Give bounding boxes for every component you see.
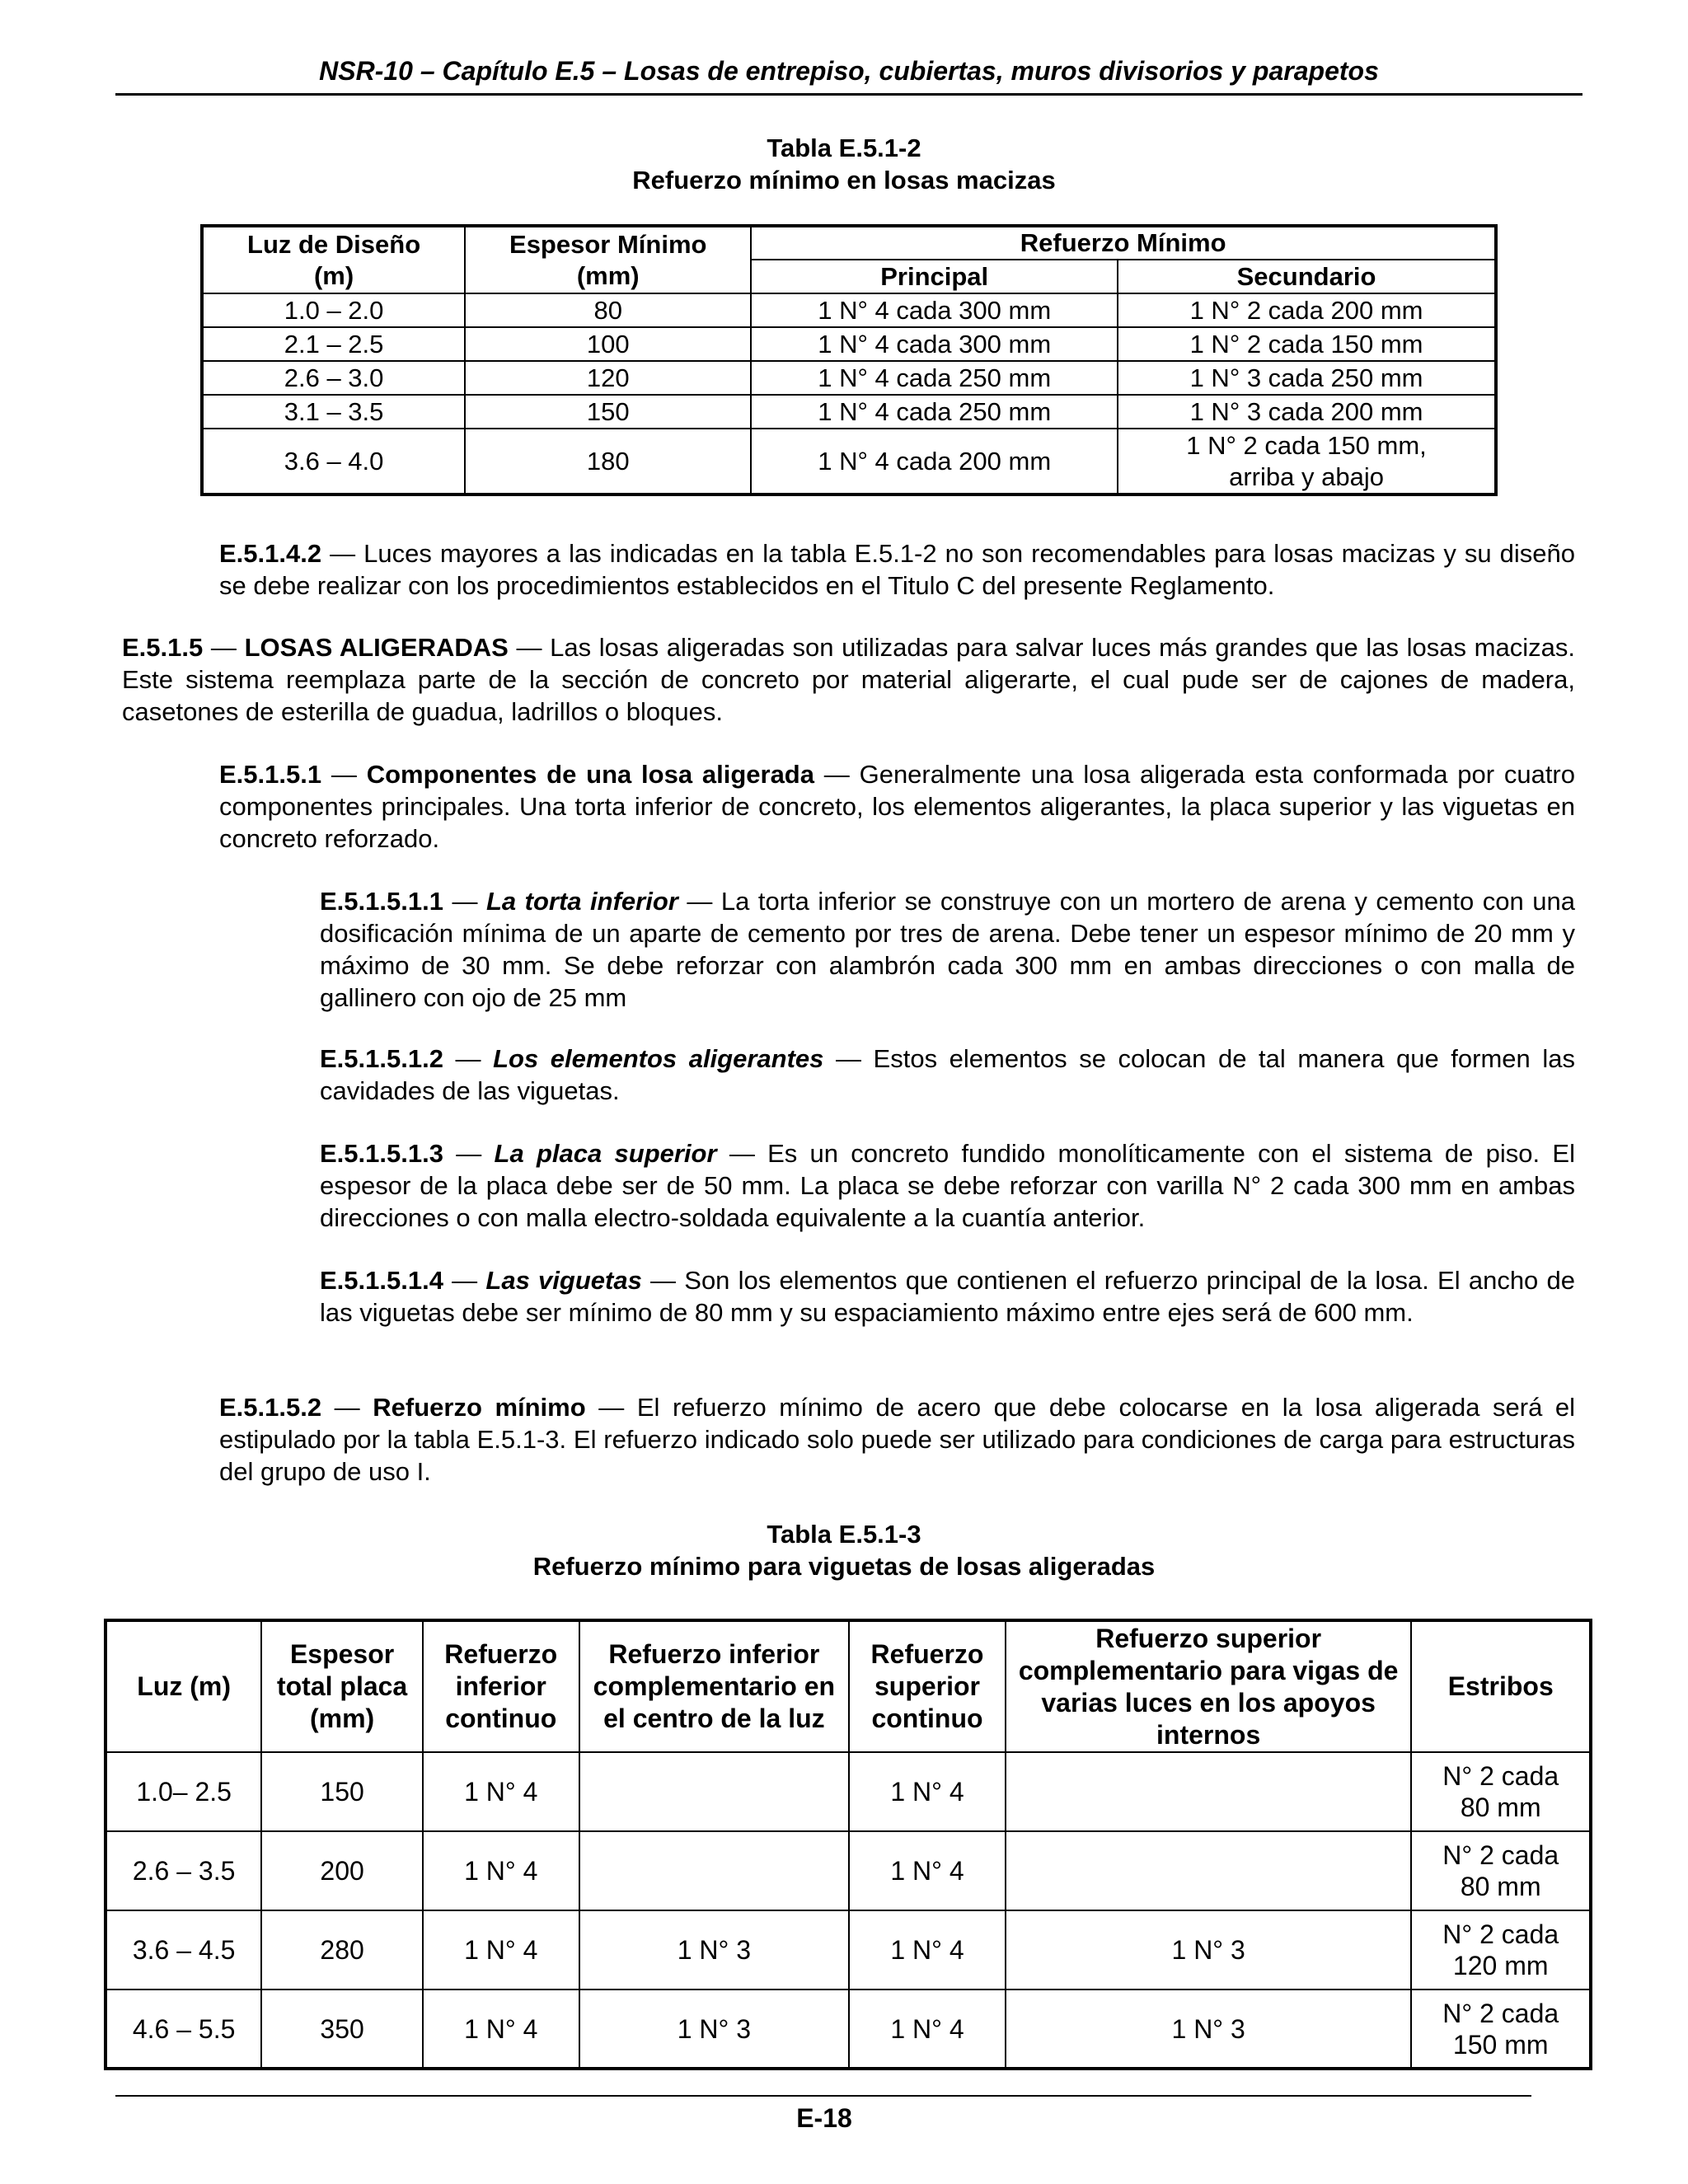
table-viguetas [104, 1619, 1592, 2070]
table2-cell: 3.1 – 3.5 [202, 395, 465, 429]
paragraph-e515: E.5.1.5 — LOSAS ALIGERADAS — Las losas aligeradas son utilizadas para salvar luces más grandes que las losas macizas. Este sistema reemplaza parte de la sección de concreto por material aligerarte, el cual pude ser de cajones de madera, casetones de esterilla de guadua, ladrillos o bloques. [122, 633, 1575, 726]
paragraph-e51511: E.5.1.5.1.1 — La torta inferior — La torta inferior se construye con un mortero de arena y cemento con una dosificación mínima de un aparte de cemento por tres de arena. Debe tener un espesor mínimo de 20 mm y máximo de 30 mm. Se debe reforzar con alambrón cada 300 mm en ambas direcciones o con malla de gallinero con ojo de 25 mm [320, 887, 1575, 1012]
table3-cell: 1 N° 4 [849, 1990, 1006, 2069]
table3-cell: 200 [261, 1831, 423, 1910]
table2-cell: 1.0 – 2.0 [202, 293, 465, 327]
page-number: E-18 [796, 2103, 852, 2133]
table2-cell: 100 [465, 327, 751, 361]
table3-cell: 280 [261, 1910, 423, 1990]
table3-cell: 150 [261, 1752, 423, 1831]
table-row [202, 327, 1496, 361]
table3-cell: N° 2 cada 80 mm [1411, 1831, 1591, 1910]
table3-cell: 350 [261, 1990, 423, 2069]
table2-number: Tabla E.5.1-2 [767, 134, 921, 162]
table2-cell: 1 N° 4 cada 300 mm [751, 327, 1118, 361]
table2-header-espesor: Espesor Mínimo (mm) [465, 226, 751, 293]
table3-cell [1006, 1752, 1412, 1831]
table2-cell: 2.1 – 2.5 [202, 327, 465, 361]
paragraph-e5151: E.5.1.5.1 — Componentes de una losa aligerada — Generalmente una losa aligerada esta conformada por cuatro componentes principales. Una torta inferior de concreto, los elementos aligerantes, la placa superior y las viguetas en concreto reforzado. [219, 760, 1575, 853]
table-row [106, 1752, 1591, 1831]
table2-title: Refuerzo mínimo en losas macizas [632, 166, 1056, 194]
table-row [106, 1831, 1591, 1910]
table-losas-macizas [200, 224, 1498, 496]
table2-cell: 3.6 – 4.0 [202, 429, 465, 494]
table3-cell [579, 1831, 850, 1910]
table2-cell: 1 N° 4 cada 250 mm [751, 361, 1118, 395]
table3-header-luz: Luz (m) [106, 1620, 261, 1752]
table3-cell: 1 N° 4 [423, 1910, 579, 1990]
table-row [106, 1990, 1591, 2069]
table-row [202, 395, 1496, 429]
table-row [202, 293, 1496, 327]
table-row [106, 1910, 1591, 1990]
table2-cell: 180 [465, 429, 751, 494]
table2-header-refuerzo: Refuerzo Mínimo [751, 226, 1496, 260]
header-rule [115, 93, 1582, 96]
table2-cell: 1 N° 2 cada 150 mm [1118, 327, 1496, 361]
table3-number: Tabla E.5.1-3 [767, 1520, 921, 1549]
paragraph-e5152: E.5.1.5.2 — Refuerzo mínimo — El refuerzo mínimo de acero que debe colocarse en la losa aligerada será el estipulado por la tabla E.5.1-3. El refuerzo indicado solo puede ser utilizado para condiciones de carga para estructuras del grupo de uso I. [219, 1393, 1576, 1486]
table3-cell: 1 N° 4 [849, 1910, 1006, 1990]
paragraph-e51513: E.5.1.5.1.3 — La placa superior — Es un concreto fundido monolíticamente con el sistema de piso. El espesor de la placa debe ser de 50 mm. La placa se debe reforzar con varilla N° 2 cada 300 mm en ambas direcciones o con malla electro-soldada equivalente a la cuantía anterior. [320, 1139, 1575, 1232]
table2-cell: 1 N° 4 cada 200 mm [751, 429, 1118, 494]
table3-cell: N° 2 cada 150 mm [1411, 1990, 1591, 2069]
table2-cell: 120 [465, 361, 751, 395]
table2-cell: 1 N° 4 cada 300 mm [751, 293, 1118, 327]
table3-header-sup-comp: Refuerzo superior complementario para vigas de varias luces en los apoyos internos [1006, 1620, 1412, 1752]
table3-cell [1006, 1831, 1412, 1910]
table3-cell: 1.0– 2.5 [106, 1752, 261, 1831]
table3-cell: 4.6 – 5.5 [106, 1990, 261, 2069]
table3-title: Refuerzo mínimo para viguetas de losas aligeradas [532, 1552, 1156, 1581]
table2-cell: 2.6 – 3.0 [202, 361, 465, 395]
table3-cell: 1 N° 3 [579, 1990, 850, 2069]
table2-cell: 1 N° 3 cada 250 mm [1118, 361, 1496, 395]
table3-cell: N° 2 cada 80 mm [1411, 1752, 1591, 1831]
table3-cell: 1 N° 3 [1006, 1910, 1412, 1990]
table3-cell: 1 N° 4 [423, 1990, 579, 2069]
table3-cell [579, 1752, 850, 1831]
table2-cell: 1 N° 2 cada 200 mm [1118, 293, 1496, 327]
paragraph-e5142: E.5.1.4.2 — Luces mayores a las indicadas en la tabla E.5.1-2 no son recomendables para losas macizas y su diseño se debe realizar con los procedimientos establecidos en el Titulo C del presente Reglamento. [219, 539, 1575, 600]
footer-rule [115, 2095, 1531, 2097]
running-header: NSR-10 – Capítulo E.5 – Losas de entrepiso, cubiertas, muros divisorios y parapetos [319, 56, 1379, 86]
table3-header-sup-cont: Refuerzo superior continuo [849, 1620, 1006, 1752]
table3-header-espesor: Espesor total placa (mm) [261, 1620, 423, 1752]
table3-cell: 2.6 – 3.5 [106, 1831, 261, 1910]
table2-cell: 150 [465, 395, 751, 429]
table2-cell: 1 N° 2 cada 150 mm, arriba y abajo [1118, 429, 1496, 494]
table3-cell: 1 N° 4 [849, 1752, 1006, 1831]
table3-cell: 3.6 – 4.5 [106, 1910, 261, 1990]
table3-caption [0, 1518, 1688, 1582]
table3-cell: 1 N° 4 [849, 1831, 1006, 1910]
table3-header-estribos: Estribos [1411, 1620, 1591, 1752]
table2-cell: 80 [465, 293, 751, 327]
table2-header-secundario: Secundario [1118, 260, 1496, 293]
table3-header-inf-comp: Refuerzo inferior complementario en el centro de la luz [579, 1620, 850, 1752]
table2-header-principal: Principal [751, 260, 1118, 293]
table3-header-inf-cont: Refuerzo inferior continuo [423, 1620, 579, 1752]
table3-cell: 1 N° 3 [1006, 1990, 1412, 2069]
table3-cell: 1 N° 3 [579, 1910, 850, 1990]
table2-caption [0, 132, 1688, 196]
table2-cell: 1 N° 3 cada 200 mm [1118, 395, 1496, 429]
table3-cell: 1 N° 4 [423, 1752, 579, 1831]
table-row [202, 429, 1496, 494]
paragraph-e51512: E.5.1.5.1.2 — Los elementos aligerantes — Estos elementos se colocan de tal manera que formen las cavidades de las viguetas. [320, 1044, 1575, 1105]
table2-cell: 1 N° 4 cada 250 mm [751, 395, 1118, 429]
table3-cell: N° 2 cada 120 mm [1411, 1910, 1591, 1990]
table2-header-luz: Luz de Diseño (m) [202, 226, 465, 293]
table-row [202, 361, 1496, 395]
table3-cell: 1 N° 4 [423, 1831, 579, 1910]
paragraph-e51514: E.5.1.5.1.4 — Las viguetas — Son los elementos que contienen el refuerzo principal de la losa. El ancho de las viguetas debe ser mínimo de 80 mm y su espaciamiento máximo entre ejes será de 600 mm. [320, 1266, 1575, 1327]
